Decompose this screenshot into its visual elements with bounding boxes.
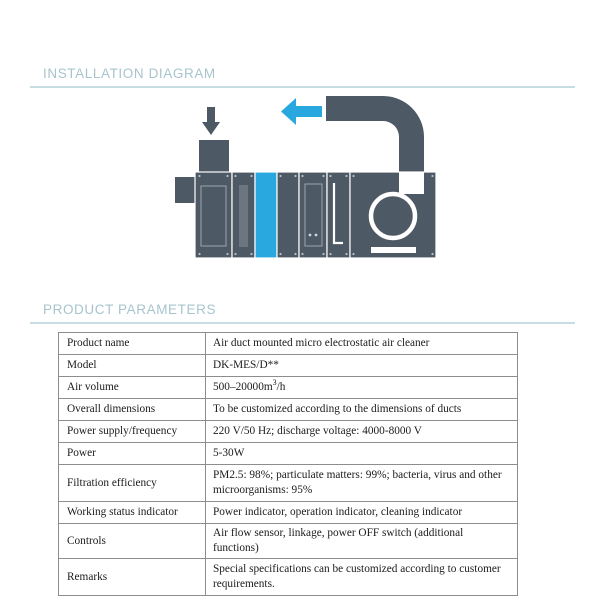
table-body	[59, 333, 518, 596]
parameter-name-cell: Power supply/frequency	[59, 421, 206, 443]
parameter-value-cell: PM2.5: 98%; particulate matters: 99%; bacteria, virus and other microorganisms: 95%	[206, 465, 518, 502]
product-parameters-table-wrapper	[58, 332, 518, 596]
parameter-name-cell: Model	[59, 355, 206, 377]
blue-flow-arrow-icon	[281, 98, 322, 125]
parameter-value-cell: 220 V/50 Hz; discharge voltage: 4000-8000 V	[206, 421, 518, 443]
side-port-box	[175, 177, 197, 203]
table-row	[59, 524, 518, 559]
cabinet-section-access-panel	[195, 172, 232, 258]
parameter-name-cell: Power	[59, 443, 206, 465]
parameter-name-cell: Overall dimensions	[59, 399, 206, 421]
table-row	[59, 465, 518, 502]
heading-divider	[30, 86, 575, 88]
product-parameters-title: PRODUCT PARAMETERS	[43, 302, 217, 317]
parameter-name-cell: Working status indicator	[59, 502, 206, 524]
installation-diagram-heading	[30, 66, 575, 88]
parameter-name-cell: Air volume	[59, 377, 206, 399]
inlet-duct-box	[199, 140, 229, 173]
table-row	[59, 377, 518, 399]
parameter-value-cell: Special specifications can be customized according to customer requirements.	[206, 559, 518, 596]
cabinet-section-fan	[350, 172, 436, 258]
table-row	[59, 502, 518, 524]
elbow-duct	[326, 96, 424, 174]
installation-diagram-title: INSTALLATION DIAGRAM	[43, 66, 216, 81]
table-row	[59, 443, 518, 465]
cabinet-section-latch-panel	[327, 172, 350, 258]
table-row	[59, 333, 518, 355]
heading-divider	[30, 322, 575, 324]
parameter-value-cell: 5-30W	[206, 443, 518, 465]
cabinet-sections	[195, 172, 436, 258]
parameter-name-cell: Controls	[59, 524, 206, 559]
cabinet-section-blank-a	[277, 172, 299, 258]
cabinet-section-pre-filter	[232, 172, 255, 258]
table-row	[59, 355, 518, 377]
parameter-value-cell: $500-20000m^3/h$	[206, 377, 518, 399]
table-row	[59, 421, 518, 443]
parameter-value-cell: To be customized according to the dimensions of ducts	[206, 399, 518, 421]
product-parameters-table	[58, 332, 518, 596]
table-row	[59, 399, 518, 421]
parameter-value-cell: Air flow sensor, linkage, power OFF switch (additional functions)	[206, 524, 518, 559]
parameter-value-cell: DK-MES/D**	[206, 355, 518, 377]
installation-diagram-illustration	[0, 92, 600, 282]
cabinet-section-electrostatic-module	[255, 172, 277, 258]
parameter-name-cell: Filtration efficiency	[59, 465, 206, 502]
parameter-value-cell: Air duct mounted micro electrostatic air cleaner	[206, 333, 518, 355]
product-parameters-heading	[30, 302, 575, 324]
parameter-name-cell: Product name	[59, 333, 206, 355]
parameter-value-cell: Power indicator, operation indicator, cleaning indicator	[206, 502, 518, 524]
parameter-name-cell: Remarks	[59, 559, 206, 596]
table-row	[59, 559, 518, 596]
cabinet-section-control-panel	[299, 172, 327, 258]
inlet-down-arrow	[202, 107, 220, 135]
